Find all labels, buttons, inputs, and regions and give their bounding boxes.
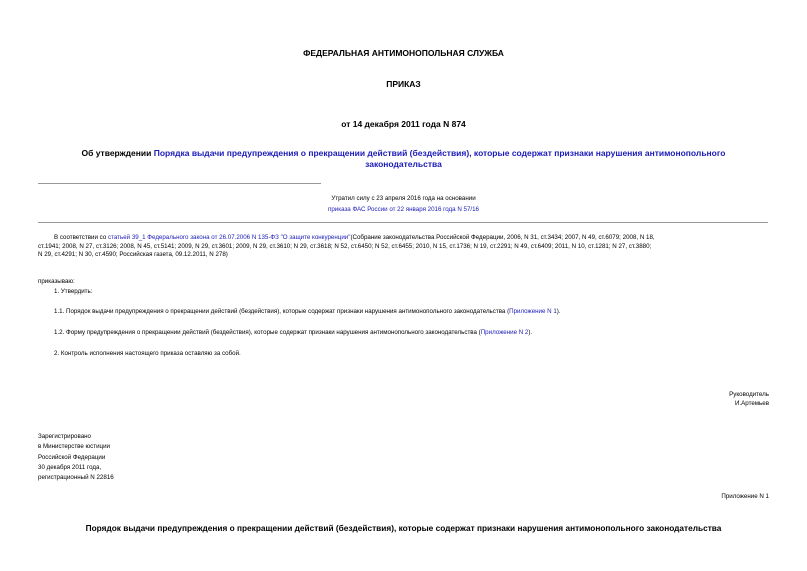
item-2: 2. Контроль исполнения настоящего приказа оставляю за собой. xyxy=(54,350,241,357)
appendix-1-link[interactable]: Приложение N 1 xyxy=(509,308,557,315)
appendix-label: Приложение N 1 xyxy=(721,493,769,500)
short-divider xyxy=(38,183,321,184)
registration-line: Российской Федерации xyxy=(38,453,106,461)
registration-line: регистрационный N 22816 xyxy=(38,474,114,482)
registration-line: в Министерстве юстиции xyxy=(38,443,111,451)
registration-block xyxy=(38,432,114,483)
item-1: 1. Утвердить: xyxy=(54,288,93,295)
agency-name: ФЕДЕРАЛЬНАЯ АНТИМОНОПОЛЬНАЯ СЛУЖБА xyxy=(303,48,504,58)
document-title xyxy=(0,148,807,170)
title-prefix: Об утверждении xyxy=(81,148,154,158)
order-word: приказываю: xyxy=(38,278,75,285)
item-1-2-text: 1.2. Форму предупреждения о прекращении действий (бездействия), которые содержат признаки нарушения антимонопольного законодательства ( xyxy=(54,329,481,336)
law-link[interactable]: статьей 39_1 Федерального закона от 26.07.2006 N 135-ФЗ "О защите конкуренции" xyxy=(107,234,351,241)
preamble-line3: N 29, ст.4291; N 30, ст.4590; Российская газета, 09.12.2011, N 278) xyxy=(38,251,228,259)
appendix-title: Порядок выдачи предупреждения о прекращении действий (бездействия), которые содержат признаки нарушения антимонопольного законодательства xyxy=(85,523,722,533)
title-link[interactable]: Порядка выдачи предупреждения о прекращении действий (бездействия), которые содержат признаки нарушения антимонопольного xyxy=(153,148,726,158)
signer-name: И.Артемьев xyxy=(734,399,769,407)
item-1-2-end: ). xyxy=(528,329,533,336)
item-1-1-end: ). xyxy=(556,308,561,315)
signature-block xyxy=(729,391,769,408)
appendix-2-link[interactable]: Приложение N 2 xyxy=(480,329,529,336)
item-1-1-text: 1.1. Порядок выдачи предупреждения о прекращении действий (бездействия), которые содержат признаки нарушения антимонопольного законодательства ( xyxy=(54,308,510,315)
registration-line: Зарегистрировано xyxy=(38,433,91,440)
item-1-2 xyxy=(54,329,532,338)
signer-role: Руководитель xyxy=(729,391,769,398)
registration-line: 30 декабря 2011 года, xyxy=(38,463,102,471)
long-divider xyxy=(38,222,768,223)
item-1-1 xyxy=(54,308,561,317)
preamble-rest: (Собрание законодательства Российской Федерации, 2006, N 31, ст.3434; 2007, N 49, ст.6079; 2008, N 18, xyxy=(350,234,655,241)
title-link-line2[interactable]: законодательства xyxy=(365,159,442,169)
document-date: от 14 декабря 2011 года N 874 xyxy=(341,119,466,129)
document-type: ПРИКАЗ xyxy=(386,79,421,89)
status-link[interactable]: приказа ФАС России от 22 января 2016 года N 57/16 xyxy=(328,206,479,213)
preamble xyxy=(38,234,770,260)
preamble-line2: ст.1941; 2008, N 27, ст.3126; 2008, N 45, ст.5141; 2009, N 29, ст.3601; 2009, N 29, ст.3610; N 29, ст.3618; N 52, ст.6450; N 52, ст.6455; 2010, N 15, ст.1736; N 19, ст.2291; N 49, ст.6409; 2011, N 10, ст.1281; N 27, ст.3880; xyxy=(38,242,652,250)
preamble-prefix: В соответствии со xyxy=(54,234,108,241)
status-note: Утратил силу с 23 апреля 2016 года на основании xyxy=(331,195,476,202)
